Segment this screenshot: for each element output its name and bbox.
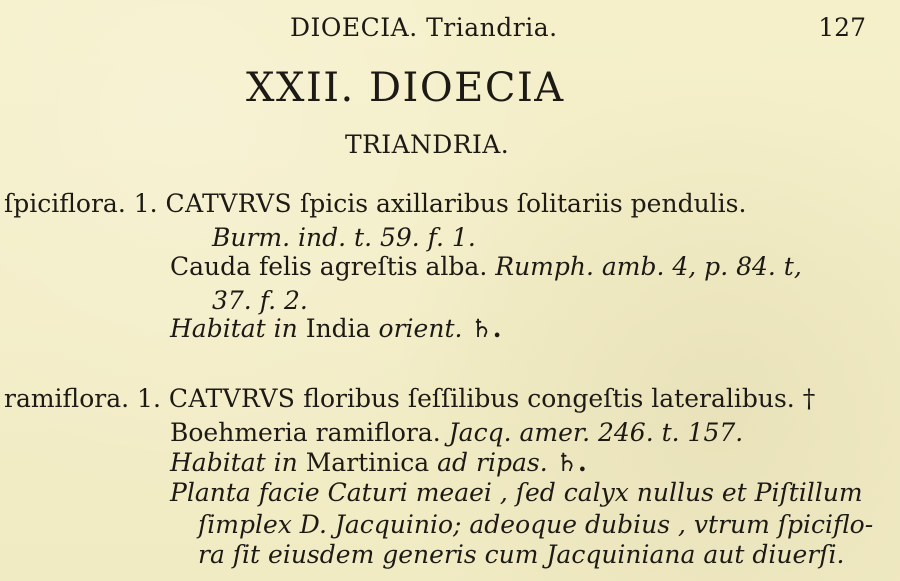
entry-1-line-3 [170, 254, 802, 279]
species-label: ramiflora. [4, 384, 130, 413]
synonym-text: Boehmeria ramiflora. [170, 418, 441, 447]
habitat-label: Habitat in [170, 448, 298, 477]
entry-1-line-5 [170, 316, 502, 341]
entry-2-line-5: ſimplex D. Jacquinio; adeoque dubius , vtrum ſpiciflo- [198, 510, 874, 539]
habitat-place: Martinica [305, 448, 430, 477]
entry-1-line-1 [4, 191, 746, 216]
genus-name: CATVRVS [168, 384, 296, 413]
synonym-text: Cauda felis agreſtis alba. [170, 252, 488, 281]
species-label: ſpiciflora. [4, 189, 126, 218]
entry-number: 1. [137, 384, 161, 413]
entry-1-line-4: 37. f. 2. [212, 286, 308, 315]
class-title: XXII. DIOECIA [246, 65, 565, 111]
running-title-left: DIOECIA. [290, 13, 418, 42]
habitat-place: India [305, 314, 371, 343]
dagger-mark: † [802, 384, 816, 413]
entry-2-line-6: ra ſit eiusdem generis cum Jacquiniana aut diuerſi. [198, 540, 845, 569]
entry-2-line-4: Planta facie Caturi meaei , ſed calyx nullus et Piſtillum [170, 478, 863, 507]
order-title: TRIANDRIA. [345, 130, 510, 159]
saturn-symbol-icon: ♄. [555, 448, 587, 477]
running-header [290, 13, 558, 42]
saturn-symbol-icon: ♄. [470, 314, 502, 343]
habitat-label: Habitat in [170, 314, 298, 343]
entry-2-line-1 [4, 386, 815, 411]
running-title-right: Triandria. [426, 13, 558, 42]
diagnosis-text: ſpicis axillaribus ſolitariis pendulis. [299, 189, 747, 218]
habitat-direction: orient. [378, 314, 463, 343]
entry-number: 1. [133, 189, 158, 218]
genus-name: CATVRVS [165, 189, 293, 218]
diagnosis-text: floribus ſeſſilibus congeſtis lateralibus. [303, 384, 795, 413]
reference-text: Rumph. amb. 4, p. 84. t, [495, 252, 802, 281]
entry-2-line-3 [170, 450, 587, 475]
entry-1-line-2: Burm. ind. t. 59. f. 1. [212, 223, 476, 252]
entry-2-line-2 [170, 420, 743, 445]
page-number: 127 [818, 13, 866, 42]
reference-text: Jacq. amer. 246. t. 157. [448, 418, 744, 447]
habitat-detail: ad ripas. [437, 448, 548, 477]
